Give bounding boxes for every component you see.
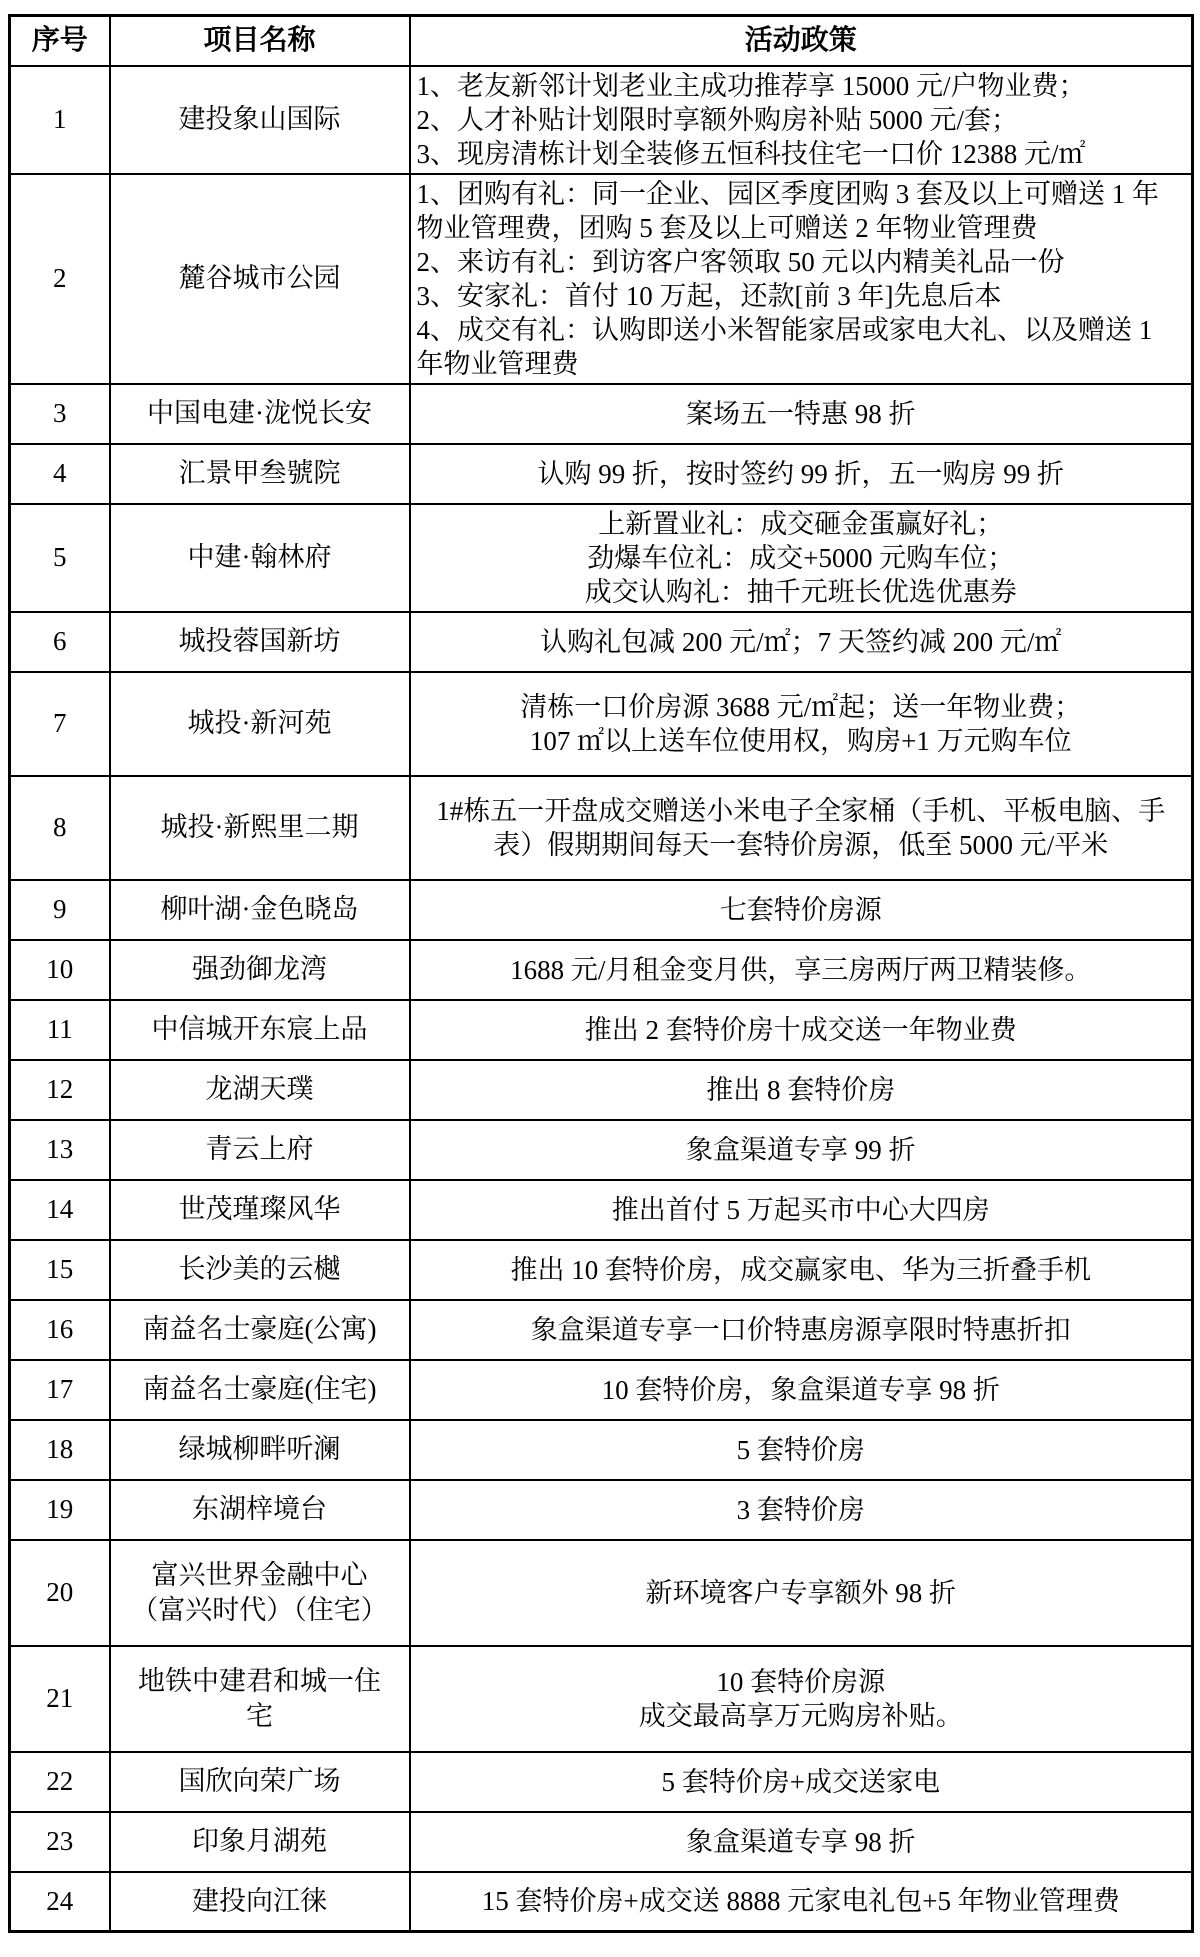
policy-line: 推出 8 套特价房	[706, 1074, 896, 1105]
project-name-cell	[110, 1420, 410, 1480]
policy-line: 3、安家礼：首付 10 万起，还款[前 3 年]先息后本	[416, 280, 1002, 311]
policy-line: 象盒渠道专享一口价特惠房源享限时特惠折扣	[530, 1314, 1071, 1345]
row-number-cell: 1	[10, 66, 110, 174]
row-number-cell: 23	[10, 1812, 110, 1872]
table-row	[10, 1060, 1193, 1120]
policy-line: 10 套特价房源	[716, 1666, 886, 1697]
policy-cell	[410, 1420, 1193, 1480]
project-name-cell	[110, 1752, 410, 1812]
project-name-line: 绿城柳畔听澜	[178, 1434, 341, 1464]
project-name-cell	[110, 1872, 410, 1932]
policy-cell	[410, 1060, 1193, 1120]
project-name-line: 地铁中建君和城一住	[138, 1665, 381, 1696]
policy-cell	[410, 1120, 1193, 1180]
row-number-cell: 4	[10, 444, 110, 504]
table-row	[10, 1540, 1193, 1646]
table-header	[10, 16, 1193, 66]
row-number-cell: 6	[10, 612, 110, 672]
row-number-cell: 22	[10, 1752, 110, 1812]
policy-cell	[410, 444, 1193, 504]
row-number-cell: 15	[10, 1240, 110, 1300]
row-number-cell: 7	[10, 672, 110, 776]
policy-line: 107 ㎡以上送车位使用权，购房+1 万元购车位	[529, 725, 1072, 756]
project-name-line: 建投象山国际	[178, 104, 341, 134]
project-name-cell	[110, 174, 410, 384]
policy-cell	[410, 174, 1193, 384]
project-name-line: 世茂瑾璨风华	[178, 1194, 341, 1224]
project-name-cell	[110, 672, 410, 776]
policy-cell	[410, 672, 1193, 776]
project-name-cell	[110, 1646, 410, 1752]
project-name-line: 国欣向荣广场	[178, 1766, 341, 1796]
project-name-cell	[110, 1060, 410, 1120]
project-name-cell	[110, 1300, 410, 1360]
table-row	[10, 1812, 1193, 1872]
policy-line: 2、来访有礼：到访客户客领取 50 元以内精美礼品一份	[416, 246, 1065, 277]
row-number-cell: 8	[10, 776, 110, 880]
policy-cell	[410, 1872, 1193, 1932]
table-row	[10, 1360, 1193, 1420]
row-number-cell: 5	[10, 504, 110, 612]
policy-line: 象盒渠道专享 99 折	[686, 1134, 916, 1165]
policy-line: 1、老友新邻计划老业主成功推荐享 15000 元/户物业费；	[416, 70, 1086, 101]
row-number-cell: 13	[10, 1120, 110, 1180]
policy-line: 七套特价房源	[719, 894, 882, 925]
policy-line: 认购 99 折，按时签约 99 折，五一购房 99 折	[537, 458, 1064, 489]
project-name-cell	[110, 1180, 410, 1240]
row-number-cell: 12	[10, 1060, 110, 1120]
table-row	[10, 504, 1193, 612]
project-name-line: 麓谷城市公园	[178, 263, 341, 293]
row-number-cell: 20	[10, 1540, 110, 1646]
project-name-line: 中国电建·泷悦长安	[147, 398, 372, 428]
policy-cell	[410, 1646, 1193, 1752]
row-number-cell: 3	[10, 384, 110, 444]
row-number-cell: 16	[10, 1300, 110, 1360]
promotion-policy-table	[8, 14, 1194, 1933]
project-name-line: 城投·新河苑	[187, 708, 332, 738]
policy-cell	[410, 1000, 1193, 1060]
header-活动政策: 活动政策	[410, 16, 1193, 66]
table-row	[10, 174, 1193, 384]
policy-line: 3 套特价房	[736, 1494, 865, 1525]
policy-cell	[410, 940, 1193, 1000]
row-number-cell: 10	[10, 940, 110, 1000]
policy-line: 5 套特价房	[736, 1434, 865, 1465]
project-name-line: 南益名士豪庭(住宅)	[142, 1374, 377, 1404]
project-name-line: 长沙美的云樾	[178, 1254, 341, 1284]
policy-line: 上新置业礼：成交砸金蛋赢好礼；	[598, 508, 1004, 539]
project-name-line: （富兴时代）（住宅）	[131, 1594, 388, 1625]
table-row	[10, 1240, 1193, 1300]
policy-line: 10 套特价房，象盒渠道专享 98 折	[601, 1374, 1000, 1405]
row-number-cell: 9	[10, 880, 110, 940]
project-name-cell	[110, 1240, 410, 1300]
table-body	[10, 66, 1193, 1932]
policy-line: 推出 2 套特价房十成交送一年物业费	[584, 1014, 1017, 1045]
table-row	[10, 776, 1193, 880]
row-number-cell: 2	[10, 174, 110, 384]
policy-cell	[410, 1300, 1193, 1360]
project-name-line: 柳叶湖·金色晓岛	[160, 894, 359, 924]
policy-cell	[410, 66, 1193, 174]
policy-line: 3、现房清栋计划全装修五恒科技住宅一口价 12388 元/㎡	[416, 138, 1086, 169]
table-row	[10, 444, 1193, 504]
policy-line: 象盒渠道专享 98 折	[686, 1826, 916, 1857]
project-name-cell	[110, 384, 410, 444]
policy-cell	[410, 880, 1193, 940]
table-row	[10, 66, 1193, 174]
project-name-line: 城投蓉国新坊	[178, 626, 341, 656]
row-number-cell: 11	[10, 1000, 110, 1060]
project-name-cell	[110, 1480, 410, 1540]
header-序号: 序号	[10, 16, 110, 66]
table-row	[10, 384, 1193, 444]
row-number-cell: 21	[10, 1646, 110, 1752]
table-row	[10, 1752, 1193, 1812]
table-row	[10, 1120, 1193, 1180]
project-name-cell	[110, 1812, 410, 1872]
table-row	[10, 1180, 1193, 1240]
table-row	[10, 672, 1193, 776]
project-name-line: 强劲御龙湾	[192, 954, 327, 984]
policy-cell	[410, 1540, 1193, 1646]
table-row	[10, 940, 1193, 1000]
table-row	[10, 1646, 1193, 1752]
policy-cell	[410, 1480, 1193, 1540]
project-name-line: 印象月湖苑	[192, 1826, 327, 1856]
row-number-cell: 17	[10, 1360, 110, 1420]
policy-line: 15 套特价房+成交送 8888 元家电礼包+5 年物业管理费	[481, 1886, 1120, 1917]
policy-cell	[410, 504, 1193, 612]
table-row	[10, 1300, 1193, 1360]
row-number-cell: 18	[10, 1420, 110, 1480]
policy-line: 2、人才补贴计划限时享额外购房补贴 5000 元/套；	[416, 104, 1019, 135]
project-name-line: 中建·翰林府	[187, 542, 332, 572]
policy-line: 5 套特价房+成交送家电	[661, 1766, 940, 1797]
project-name-cell	[110, 1120, 410, 1180]
policy-cell	[410, 1812, 1193, 1872]
policy-line: 认购礼包减 200 元/㎡；7 天签约减 200 元/㎡	[540, 626, 1062, 657]
policy-line: 成交最高享万元购房补贴。	[638, 1700, 963, 1731]
project-name-cell	[110, 504, 410, 612]
policy-line: 新环境客户专享额外 98 折	[645, 1577, 956, 1608]
policy-line: 1、团购有礼：同一企业、园区季度团购 3 套及以上可赠送 1 年物业管理费，团购 5 套及以上可赠送 2 年物业管理费	[416, 178, 1159, 243]
table-row	[10, 1480, 1193, 1540]
table-row	[10, 612, 1193, 672]
project-name-cell	[110, 940, 410, 1000]
project-name-line: 建投向江徕	[192, 1885, 327, 1916]
policy-line: 清栋一口价房源 3688 元/㎡起；送一年物业费；	[520, 691, 1082, 722]
project-name-line: 东湖梓境台	[192, 1494, 327, 1524]
policy-cell	[410, 1752, 1193, 1812]
policy-line: 成交认购礼：抽千元班长优选优惠券	[584, 576, 1017, 607]
table-row	[10, 880, 1193, 940]
policy-line: 推出 10 套特价房，成交赢家电、华为三折叠手机	[510, 1254, 1091, 1285]
project-name-line: 宅	[246, 1700, 273, 1731]
policy-cell	[410, 1360, 1193, 1420]
project-name-cell	[110, 66, 410, 174]
row-number-cell: 14	[10, 1180, 110, 1240]
policy-cell	[410, 612, 1193, 672]
table-row	[10, 1000, 1193, 1060]
header-row	[10, 16, 1193, 66]
project-name-line: 城投·新熙里二期	[160, 812, 359, 842]
policy-cell	[410, 1240, 1193, 1300]
policy-line: 4、成交有礼：认购即送小米智能家居或家电大礼、以及赠送 1 年物业管理费	[416, 314, 1153, 379]
policy-line: 推出首付 5 万起买市中心大四房	[611, 1194, 990, 1225]
project-name-cell	[110, 1540, 410, 1646]
project-name-line: 中信城开东宸上品	[151, 1014, 368, 1044]
project-name-line: 青云上府	[205, 1134, 314, 1164]
project-name-cell	[110, 1360, 410, 1420]
policy-cell	[410, 1180, 1193, 1240]
table-row	[10, 1872, 1193, 1932]
row-number-cell: 24	[10, 1872, 110, 1932]
policy-cell	[410, 384, 1193, 444]
policy-line: 1688 元/月租金变月供，享三房两厅两卫精装修。	[510, 954, 1092, 985]
project-name-line: 汇景甲叁號院	[178, 458, 341, 488]
project-name-line: 龙湖天璞	[205, 1074, 314, 1104]
header-项目名称: 项目名称	[110, 16, 410, 66]
project-name-cell	[110, 880, 410, 940]
project-name-cell	[110, 612, 410, 672]
project-name-cell	[110, 444, 410, 504]
policy-line: 1#栋五一开盘成交赠送小米电子全家桶（手机、平板电脑、手表）假期期间每天一套特价房源，低至 5000 元/平米	[436, 795, 1166, 860]
project-name-cell	[110, 776, 410, 880]
row-number-cell: 19	[10, 1480, 110, 1540]
policy-cell	[410, 776, 1193, 880]
project-name-line: 富兴世界金融中心	[151, 1559, 368, 1590]
policy-line: 劲爆车位礼：成交+5000 元购车位；	[587, 542, 1015, 573]
policy-line: 案场五一特惠 98 折	[686, 398, 916, 429]
table-row	[10, 1420, 1193, 1480]
project-name-cell	[110, 1000, 410, 1060]
project-name-line: 南益名士豪庭(公寓)	[142, 1314, 377, 1344]
